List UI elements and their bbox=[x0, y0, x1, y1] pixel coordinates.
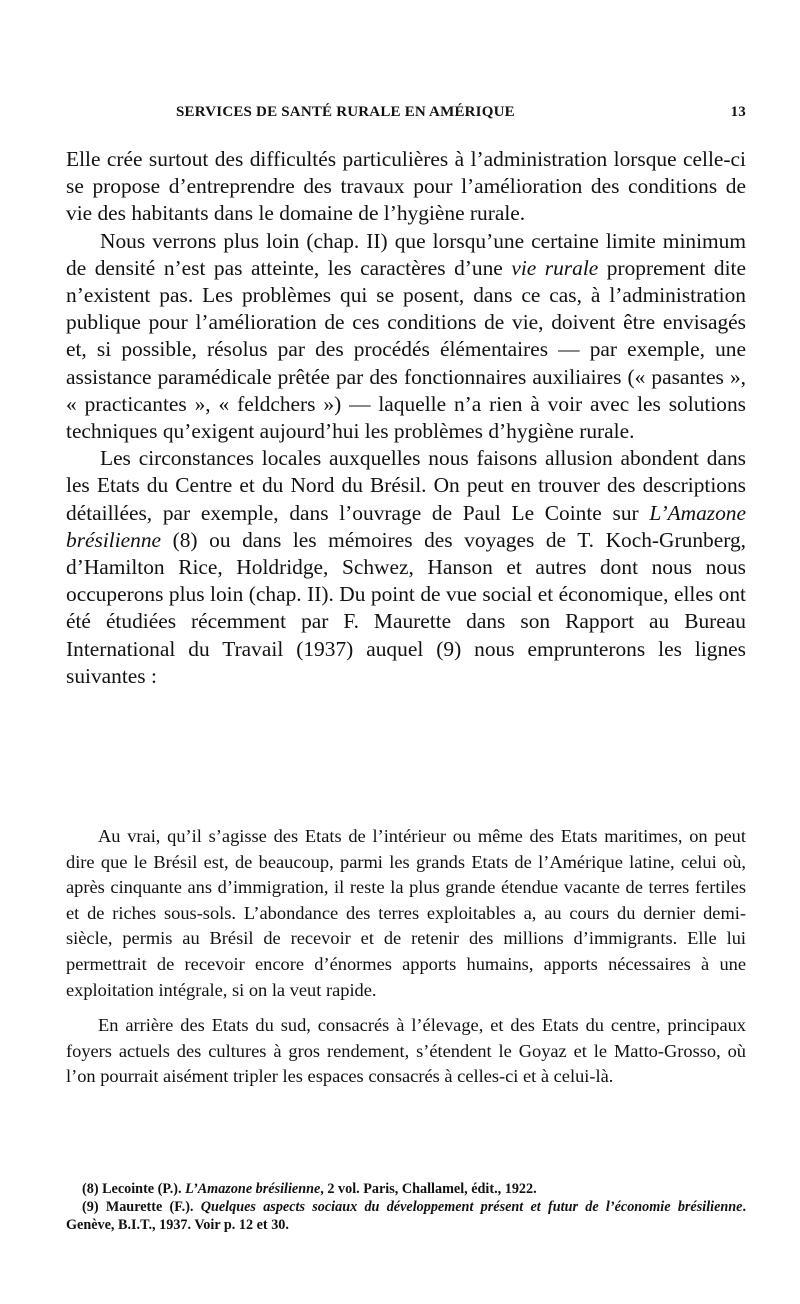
running-title: SERVICES DE SANTÉ RURALE EN AMÉRIQUE bbox=[176, 104, 515, 120]
paragraph-3 bbox=[66, 445, 746, 690]
paragraph-2 bbox=[66, 228, 746, 446]
footnote-8-italic: L’Amazone brésilienne bbox=[185, 1181, 321, 1197]
footnote-9 bbox=[66, 1198, 746, 1234]
footnote-8-part-a: (8) Lecointe (P.). bbox=[82, 1181, 186, 1197]
footnote-9-italic: Quelques aspects sociaux du développement présent et futur de l’économie brésilienne bbox=[200, 1199, 743, 1215]
footnote-8 bbox=[66, 1180, 746, 1198]
paragraph-2-part-a: Nous verrons plus loin (chap. II) que lorsqu’une certaine limite minimum de densité n’est pas atteinte, les caractères d’une bbox=[66, 228, 746, 280]
footnote-9-part-b: . Genève, B.I.T., 1937. Voir p. 12 et 30. bbox=[66, 1199, 746, 1233]
paragraph-3-part-b: (8) ou dans les mémoires des voyages de T. Koch-Grunberg, d’Hamilton Rice, Holdridge, Schwez, Hanson et autres dont nous nous occuperons plus loin (chap. II). Du point de vue social et économique, elles ont été étudiées récemment par F. Maurette dans son Rapport au Bureau International du Travail (1937) auquel (9) nous emprunterons les lignes suivantes : bbox=[66, 527, 746, 688]
block-quote bbox=[66, 824, 746, 1100]
paragraph-2-italic: vie rurale bbox=[511, 255, 599, 280]
body-text bbox=[66, 146, 746, 690]
quote-paragraph-2: En arrière des Etats du sud, consacrés à l’élevage, et des Etats du centre, principaux foyers actuels des cultures à gros rendement, s’étendent le Goyaz et le Matto-Grosso, où l’on pourrait aisément tripler les espaces consacrés à celles-ci et à celui-là. bbox=[66, 1015, 746, 1087]
paragraph-3-italic: L’Amazone brésilienne bbox=[66, 500, 746, 552]
footnotes bbox=[66, 1180, 746, 1234]
quote-paragraph-1: Au vrai, qu’il s’agisse des Etats de l’intérieur ou même des Etats maritimes, on peut dire que le Brésil est, de beaucoup, parmi les grands Etats de l’Amérique latine, celui où, après cinquante ans d’immigration, il reste la plus grande étendue vacante de terres fertiles et de riches sous-sols. L’abondance des terres exploitables a, au cours du dernier demi-siècle, permis au Brésil de recevoir et de retenir des millions d’immigrants. Elle lui permettrait de recevoir encore d’énormes apports humains, apports nécessaires à une exploitation intégrale, si on la veut rapide. bbox=[66, 826, 746, 1000]
paragraph-1: Elle crée surtout des difficultés particulières à l’administration lorsque celle-ci se propose d’entreprendre des travaux pour l’amélioration des conditions de vie des habitants dans le domaine de l’hygiène rurale. bbox=[66, 147, 746, 226]
running-head bbox=[66, 104, 746, 126]
footnote-8-part-b: , 2 vol. Paris, Challamel, édit., 1922. bbox=[320, 1181, 537, 1197]
paragraph-2-part-b: proprement dite n’existent pas. Les problèmes qui se posent, dans ce cas, à l’administration publique pour l’amélioration de ces conditions de vie, doivent être envisagés et, si possible, résolus par des procédés élémentaires — par exemple, une assistance paramédicale prêtée par des fonctionnaires auxiliaires (« pasantes », « practicantes », « feldchers ») — laquelle n’a rien à voir avec les solutions techniques qu’exigent aujourd’hui les problèmes d’hygiène rurale. bbox=[66, 255, 746, 444]
paragraph-3-part-a: Les circonstances locales auxquelles nous faisons allusion abondent dans les Etats du Centre et du Nord du Brésil. On peut en trouver des descriptions détaillées, par exemple, dans l’ouvrage de Paul Le Cointe sur bbox=[66, 446, 746, 525]
page-number: 13 bbox=[730, 104, 746, 120]
footnote-9-part-a: (9) Maurette (F.). bbox=[82, 1199, 201, 1215]
